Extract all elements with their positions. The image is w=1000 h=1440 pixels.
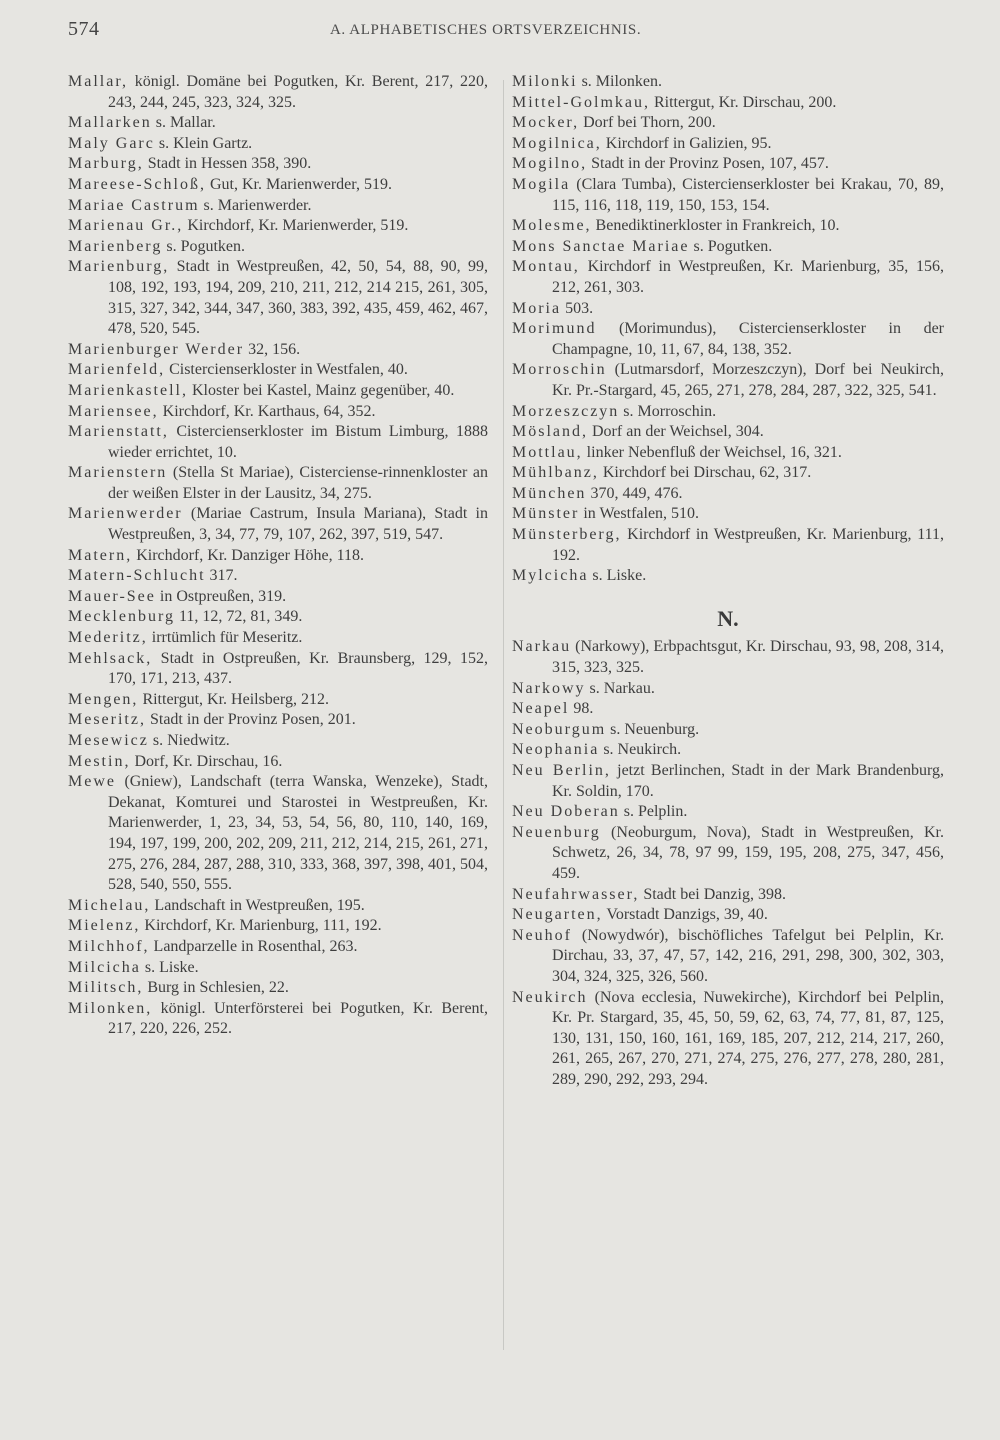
index-entry — [512, 885, 944, 906]
entry-headword: Michelau, — [68, 896, 151, 914]
entry-headword: Marienburg, — [68, 258, 170, 276]
entry-headword: Neu Doberan — [512, 803, 620, 821]
entry-text: Stadt in der Provinz Posen, 107, 457. — [587, 155, 829, 173]
entry-headword: Marienburger Werder — [68, 340, 245, 358]
entry-text: jetzt Berlinchen, Stadt in der Mark Brandenburg, Kr. Soldin, 170. — [552, 762, 944, 800]
entry-text: s. Liske. — [140, 958, 199, 976]
index-entry — [68, 237, 488, 258]
index-entry — [68, 566, 488, 587]
entry-text: Kirchdorf in Westpreußen, Kr. Marienburg, 35, 156, 212, 261, 303. — [552, 258, 944, 296]
entry-headword: Morroschin — [512, 361, 607, 379]
index-entry — [512, 761, 944, 802]
entry-text: 32, 156. — [244, 340, 301, 358]
entry-headword: Meseritz, — [68, 711, 146, 729]
index-entry — [68, 381, 488, 402]
entry-headword: Matern-Schlucht — [68, 567, 206, 585]
entry-text: Dorf, Kr. Dirschau, 16. — [130, 752, 283, 770]
entry-text: Gut, Kr. Marienwerder, 519. — [205, 175, 392, 193]
entry-headword: Marburg, — [68, 155, 144, 173]
entry-text: s. Pelplin. — [619, 803, 688, 821]
index-entry — [68, 422, 488, 463]
entry-headword: Mengen, — [68, 690, 139, 708]
entry-text: Stadt in Westpreußen, 42, 50, 54, 88, 90, 99, 108, 192, 193, 194, 209, 210, 211, 212, 214 215, 261, 305, 315, 327, 342, 344, 347, 360, 383, 392, 435, 459, 462, 467, 478, 520, 545. — [108, 258, 488, 338]
index-entry — [68, 690, 488, 711]
entry-headword: Marienwerder — [68, 505, 183, 523]
entry-text: Stadt bei Danzig, 398. — [639, 885, 786, 903]
entry-headword: Mösland, — [512, 423, 588, 441]
column-divider — [503, 80, 504, 1350]
entry-headword: Marienstern — [68, 464, 168, 482]
index-entry — [68, 896, 488, 917]
entry-text: (Morimundus), Cistercienserkloster in der Champagne, 10, 11, 67, 84, 138, 352. — [552, 320, 944, 358]
entry-text: s. Neuenburg. — [606, 720, 700, 738]
index-entry — [512, 113, 944, 134]
entry-headword: Montau, — [512, 258, 580, 276]
index-entry — [512, 237, 944, 258]
entry-text: s. Neukirch. — [599, 741, 682, 759]
index-entry — [512, 988, 944, 1091]
entry-text: Landschaft in Westpreußen, 195. — [150, 896, 365, 914]
entry-text: Vorstadt Danzigs, 39, 40. — [602, 906, 768, 924]
index-entry — [512, 360, 944, 401]
entry-text: Rittergut, Kr. Dirschau, 200. — [649, 93, 837, 111]
entry-headword: Moria — [512, 299, 562, 317]
index-entry — [512, 699, 944, 720]
entry-headword: Morzeszczyn — [512, 402, 620, 420]
entry-text: Dorf bei Thorn, 200. — [579, 114, 716, 132]
entry-text: königl. Domäne bei Pogutken, Kr. Berent, 217, 220, 243, 244, 245, 323, 324, 325. — [108, 73, 488, 111]
entry-headword: Mogilno, — [512, 155, 588, 173]
index-entry — [512, 175, 944, 216]
entry-text: s. Liske. — [588, 567, 647, 585]
index-entry — [512, 926, 944, 988]
entry-headword: Narkowy — [512, 679, 586, 697]
entry-headword: Mesewicz — [68, 732, 149, 749]
entry-headword: Marienberg — [68, 237, 163, 255]
entry-headword: Morimund — [512, 320, 597, 338]
entry-text: s. Pogutken. — [162, 237, 246, 255]
index-entry — [512, 740, 944, 761]
index-entry — [68, 710, 488, 731]
entry-text: 317. — [205, 567, 238, 585]
entry-headword: Mecklenburg — [68, 608, 176, 626]
index-entry — [512, 257, 944, 298]
entry-headword: Milcicha — [68, 958, 141, 976]
entry-headword: Mielenz, — [68, 917, 141, 935]
index-entry — [68, 587, 488, 608]
index-entry — [512, 134, 944, 155]
index-entry — [68, 257, 488, 339]
entry-text: 98. — [569, 700, 594, 718]
entry-text: (Neoburgum, Nova), Stadt in Westpreußen, Kr. Schwetz, 26, 34, 78, 97 99, 159, 195, 208, 275, 347, 456, 459. — [552, 823, 944, 882]
index-entry — [512, 637, 944, 678]
index-entry — [512, 484, 944, 505]
entry-headword: Mallar, — [68, 73, 129, 90]
entry-text: 370, 449, 476. — [586, 484, 683, 502]
entry-text: Burg in Schlesien, 22. — [143, 979, 289, 997]
entry-headword: Mehlsack, — [68, 649, 153, 667]
entry-text: s. Narkau. — [585, 679, 655, 697]
entry-headword: Mogilnica, — [512, 134, 602, 152]
entry-text: (Nowydwór), bischöfliches Tafelgut bei Pelplin, Kr. Dirchau, 33, 37, 47, 57, 142, 216, 291, 298, 300, 302, 303, 304, 324, 325, 326, 560. — [552, 926, 944, 985]
index-entry — [68, 958, 488, 979]
index-entry — [512, 802, 944, 823]
index-entry — [68, 360, 488, 381]
index-entry — [68, 340, 488, 361]
entry-headword: Neufahrwasser, — [512, 885, 640, 903]
entry-text: linker Nebenfluß der Weichsel, 16, 321. — [582, 443, 842, 461]
entry-text: Kirchdorf, Kr. Karthaus, 64, 352. — [158, 402, 376, 420]
entry-text: Cistercienserkloster im Bistum Limburg, 1888 wieder errichtet, 10. — [108, 423, 488, 461]
index-entry — [68, 628, 488, 649]
entry-headword: Marienfeld, — [68, 361, 166, 379]
index-entry — [512, 299, 944, 320]
entry-headword: Mylcicha — [512, 567, 589, 585]
entry-headword: Mauer-See — [68, 587, 156, 605]
entry-headword: Neu Berlin, — [512, 762, 611, 779]
entry-text: Kirchdorf, Kr. Marienburg, 111, 192. — [140, 917, 382, 935]
entry-text: (Gniew), Landschaft (terra Wanska, Wenzeke), Stadt, Dekanat, Komturei und Starostei in Westpreußen, Kr. Marienwerder, 1, 23, 34, 53, 54, 56, 80, 110, 140, 169, 194, 197, 199, 200, 202, 209, 211, 212, 214, 215, 261, 271, 275, 276, 284, 287, 288, 310, 333, 368, 397, 398, 401, 504, 528, 540, 550, 555. — [108, 773, 488, 894]
entry-headword: Mewe — [68, 773, 116, 791]
entry-text: Landparzelle in Rosenthal, 263. — [149, 937, 358, 955]
entry-headword: Mocker, — [512, 114, 580, 132]
entry-text: 503. — [561, 299, 594, 317]
entry-text: (Stella St Mariae), Cisterciense-rinnenkloster an der weißen Elster in der Lausitz, 34, 275. — [108, 464, 488, 502]
right-column — [512, 72, 944, 1091]
entry-text: Benediktinerkloster in Frankreich, 10. — [591, 217, 840, 235]
entry-text: s. Klein Gartz. — [154, 134, 253, 152]
entry-headword: Mariae Castrum — [68, 196, 200, 214]
index-entry — [512, 823, 944, 885]
entry-headword: Mareese-Schloß, — [68, 175, 206, 193]
entry-text: (Mariae Castrum, Insula Mariana), Stadt in Westpreußen, 3, 34, 77, 79, 107, 262, 397, 519, 547. — [108, 505, 488, 544]
entry-text: Cistercienserkloster in Westfalen, 40. — [165, 361, 408, 379]
entry-headword: Narkau — [512, 638, 572, 656]
entry-text: königl. Unterförsterei bei Pogutken, Kr. Berent, 217, 220, 226, 252. — [108, 999, 488, 1038]
index-entry — [68, 937, 488, 958]
left-column — [68, 72, 488, 1040]
entry-headword: Milonken, — [68, 999, 153, 1017]
entry-headword: Neuhof — [512, 926, 572, 944]
section-letter: N. — [717, 605, 739, 631]
entry-headword: Maly Garc — [68, 134, 155, 152]
entry-text: Kirchdorf in Galizien, 95. — [601, 134, 772, 152]
entry-text: s. Morroschin. — [619, 402, 717, 420]
index-entry — [68, 134, 488, 155]
entry-text: Kirchdorf bei Dirschau, 62, 317. — [598, 464, 812, 482]
entry-text: Kirchdorf in Westpreußen, Kr. Marienburg, 111, 192. — [552, 526, 944, 564]
entry-text: Dorf an der Weichsel, 304. — [588, 423, 764, 441]
entry-headword: Mons Sanctae Mariae — [512, 237, 690, 255]
entry-headword: Mühlbanz, — [512, 464, 599, 482]
entry-text: Stadt in Hessen 358, 390. — [143, 155, 312, 173]
entry-headword: Münster — [512, 505, 580, 523]
index-entry — [512, 93, 944, 114]
index-entry — [512, 319, 944, 360]
entry-headword: Neoburgum — [512, 720, 607, 738]
running-header: A. ALPHABETISCHES ORTSVERZEICHNIS. — [330, 22, 642, 38]
entry-text: (Nova ecclesia, Nuwekirche), Kirchdorf bei Pelplin, Kr. Pr. Stargard, 35, 45, 50, 59, 62, 63, 74, 77, 81, 87, 125, 130, 131, 150, 160, 161, 169, 185, 207, 212, 214, 217, 260, 261, 265, 267, 270, 271, 274, 275, 276, 277, 278, 280, 281, 289, 290, 292, 293, 294. — [552, 988, 944, 1088]
index-entry — [512, 422, 944, 443]
entry-headword: Neapel — [512, 700, 570, 718]
entry-headword: Marienstatt, — [68, 423, 169, 441]
index-entry — [68, 546, 488, 567]
entry-text: in Westfalen, 510. — [579, 505, 700, 523]
index-entry — [512, 402, 944, 423]
entry-headword: Mederitz, — [68, 629, 148, 647]
entry-headword: Mottlau, — [512, 443, 583, 461]
index-entry — [68, 72, 488, 113]
entry-headword: Mariensee, — [68, 402, 159, 420]
index-entry — [512, 504, 944, 525]
index-entry — [512, 463, 944, 484]
index-entry — [512, 216, 944, 237]
entry-headword: Neugarten, — [512, 906, 603, 924]
index-entry — [512, 525, 944, 566]
entry-headword: Neukirch — [512, 988, 588, 1006]
index-entry — [512, 566, 944, 587]
index-entry — [68, 113, 488, 134]
entry-headword: Molesme, — [512, 217, 592, 235]
index-entry — [512, 443, 944, 464]
index-entry — [68, 731, 488, 752]
entry-text: Kloster bei Kastel, Mainz gegenüber, 40. — [187, 381, 455, 399]
index-entry — [512, 72, 944, 93]
index-entry — [68, 216, 488, 237]
entry-text: 11, 12, 72, 81, 349. — [175, 608, 303, 626]
entry-text: Kirchdorf, Kr. Danziger Höhe, 118. — [132, 546, 364, 564]
entry-headword: Matern, — [68, 546, 133, 564]
index-entry — [68, 978, 488, 999]
entry-text: s. Pogutken. — [689, 237, 773, 255]
entry-text: (Clara Tumba), Cistercienserkloster bei Krakau, 70, 89, 115, 116, 118, 119, 150, 153, 154. — [552, 175, 944, 214]
index-entry — [68, 402, 488, 423]
index-entry — [68, 772, 488, 896]
entry-text: (Narkowy), Erbpachtsgut, Kr. Dirschau, 93, 98, 208, 314, 315, 323, 325. — [552, 638, 944, 677]
entry-headword: Mittel-Golmkau, — [512, 93, 650, 111]
index-entry — [68, 504, 488, 545]
index-entry — [68, 154, 488, 175]
entry-headword: Münsterberg, — [512, 526, 622, 544]
entry-headword: München — [512, 484, 587, 502]
entry-text: s. Mallar. — [151, 114, 216, 132]
entry-headword: Mallarken — [68, 114, 152, 132]
index-entry — [512, 905, 944, 926]
page-number: 574 — [68, 18, 100, 40]
index-entry — [68, 463, 488, 504]
entry-text: irrtümlich für Meseritz. — [147, 629, 303, 647]
entry-text: s. Milonken. — [577, 73, 663, 90]
entry-headword: Marienau Gr., — [68, 217, 184, 235]
index-entry — [512, 154, 944, 175]
entry-text: (Lutmarsdorf, Morzeszczyn), Dorf bei Neukirch, Kr. Pr.-Stargard, 45, 265, 271, 278, 284, 287, 322, 325, 541. — [552, 361, 944, 399]
index-entry — [68, 649, 488, 690]
index-entry — [512, 679, 944, 700]
index-entry — [68, 752, 488, 773]
index-entry — [68, 607, 488, 628]
index-entry — [68, 999, 488, 1040]
entry-headword: Neuenburg — [512, 823, 601, 841]
entry-text: Rittergut, Kr. Heilsberg, 212. — [138, 690, 329, 708]
entry-headword: Neophania — [512, 741, 600, 759]
entry-headword: Milchhof, — [68, 937, 150, 955]
entry-text: Kirchdorf, Kr. Marienwerder, 519. — [183, 217, 409, 235]
entry-text: s. Marienwerder. — [199, 196, 312, 214]
entry-text: s. Niedwitz. — [148, 732, 230, 749]
entry-headword: Mestin, — [68, 752, 131, 770]
index-entry — [68, 196, 488, 217]
entry-headword: Milonki — [512, 73, 578, 90]
index-entry — [512, 720, 944, 741]
entry-headword: Militsch, — [68, 979, 144, 997]
entry-text: Stadt in der Provinz Posen, 201. — [145, 711, 356, 729]
index-entry — [68, 175, 488, 196]
entry-headword: Mogila — [512, 175, 571, 193]
entry-headword: Marienkastell, — [68, 381, 188, 399]
entry-text: in Ostpreußen, 319. — [155, 587, 287, 605]
entry-text: Stadt in Ostpreußen, Kr. Braunsberg, 129, 152, 170, 171, 213, 437. — [108, 649, 488, 688]
index-entry — [68, 916, 488, 937]
